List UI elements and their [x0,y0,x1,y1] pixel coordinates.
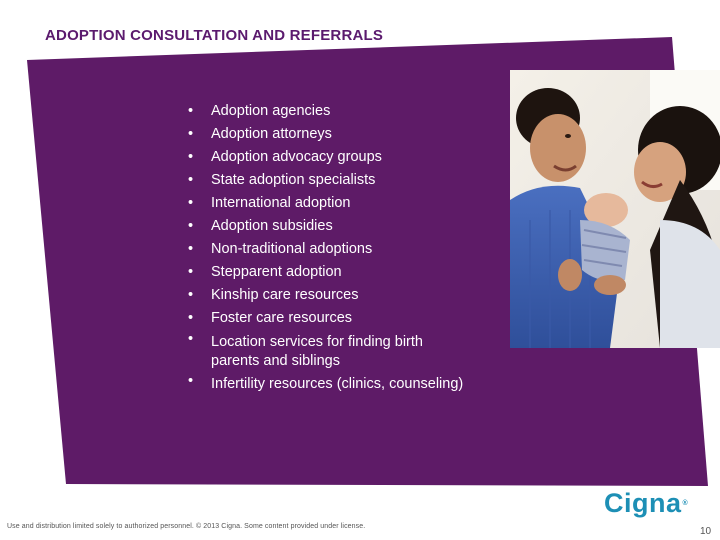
list-item-text: Non-traditional adoptions [211,241,373,257]
bullet-icon: • [188,264,194,280]
list-item [188,146,468,169]
service-bullet-list [188,100,468,396]
list-item-text: International adoption [211,195,351,211]
list-item-text: Adoption advocacy groups [211,149,382,165]
family-baby-photo [510,70,720,348]
bullet-icon: • [188,331,194,347]
list-item-text: Adoption attorneys [211,126,332,142]
bullet-icon: • [188,373,194,389]
list-item-text: Adoption agencies [211,103,331,119]
list-item [188,307,468,330]
list-item-text: Foster care resources [211,310,353,326]
bullet-icon: • [188,241,194,257]
bullet-icon: • [188,287,194,303]
footer-disclaimer: Use and distribution limited solely to authorized personnel. © 2013 Cigna. Some content provided under license. [7,523,366,530]
bullet-icon: • [188,103,194,119]
list-item [188,215,468,238]
list-item [188,372,468,396]
list-item [188,261,468,284]
bullet-icon: • [188,149,194,165]
list-item-text: Location services for finding birth parents and siblings [211,334,423,369]
list-item-text: Infertility resources (clinics, counseling) [211,376,464,392]
list-item [188,284,468,307]
list-item [188,123,468,146]
list-item [188,238,468,261]
list-item-text: Stepparent adoption [211,264,342,280]
list-item-text: State adoption specialists [211,172,376,188]
list-item-text: Kinship care resources [211,287,359,303]
list-item [188,192,468,215]
bullet-icon: • [188,218,194,234]
bullet-icon: • [188,172,194,188]
cigna-logo [604,488,688,519]
registered-mark: ® [682,500,689,507]
bullet-icon: • [188,310,194,326]
bullet-icon: • [188,126,194,142]
bullet-icon: • [188,195,194,211]
list-item-text: Adoption subsidies [211,218,333,234]
slide-title: ADOPTION CONSULTATION AND REFERRALS [45,27,384,44]
list-item [188,169,468,192]
list-item [188,100,468,123]
logo-text: Cigna [604,488,682,518]
page-number: 10 [700,526,712,537]
list-item [188,330,468,372]
